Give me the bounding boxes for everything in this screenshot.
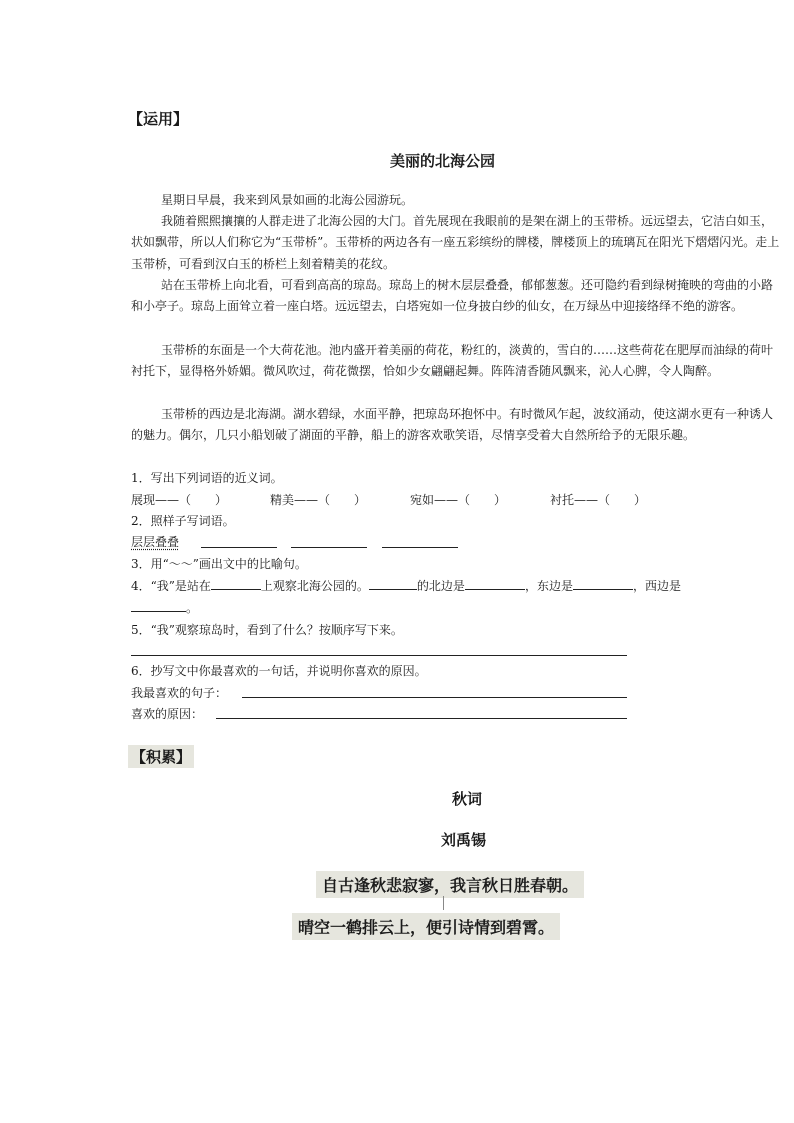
q4-blank-west[interactable] [131, 599, 186, 612]
poem-line-1: 自古逢秋悲寂寥，我言秋日胜春朝。 [316, 871, 584, 898]
question-4-line-2 [131, 598, 198, 618]
q1-item-2[interactable]: 精美——（ ） [270, 493, 367, 507]
article-paragraph-5: 玉带桥的西边是北海湖。湖水碧绿，水面平静，把琼岛环抱怀中。有时微风乍起，波纹涌动，使这湖水更有一种诱人的魅力。偶尔，几只小船划破了湖面的平静，船上的游客欢歌笑语，尽情享受着大自然所给予的无限乐趣。 [131, 407, 774, 443]
q1-item-3[interactable]: 宛如——（ ） [410, 493, 507, 507]
section-heading-accumulate: 【积累】 [128, 745, 194, 768]
q6-sentence-label: 我最喜欢的句子： [131, 686, 228, 700]
q1-item-1[interactable]: 展现——（ ） [131, 493, 228, 507]
q2-example-word: 层层叠叠 [131, 535, 180, 549]
q6-reason-label: 喜欢的原因： [131, 707, 204, 721]
article-paragraph-1: 星期日早晨，我来到风景如画的北海公园游玩。 [161, 193, 414, 207]
q4-blank-location[interactable] [211, 577, 261, 590]
q6-sentence-answer-line[interactable] [242, 697, 627, 698]
q2-answer-blank-2[interactable] [291, 547, 367, 548]
question-3-prompt: 3．用“～～”画出文中的比喻句。 [131, 557, 307, 571]
q4-text-2: 上观察北海公园的。 [260, 579, 369, 593]
q4-text-6: 。 [186, 601, 199, 615]
article-title: 美丽的北海公园 [390, 152, 496, 170]
question-4-line [131, 576, 681, 596]
q4-text-3: 的北边是 [416, 579, 465, 593]
q1-item-4[interactable]: 衬托——（ ） [550, 493, 647, 507]
q6-reason-answer-line[interactable] [216, 718, 627, 719]
q4-blank-subject[interactable] [369, 577, 417, 590]
q4-blank-north[interactable] [465, 577, 525, 590]
poem-divider [443, 896, 444, 910]
poem-line-2: 晴空一鹤排云上，便引诗情到碧霄。 [292, 913, 560, 940]
q4-blank-east[interactable] [573, 577, 633, 590]
q4-text-4: ，东边是 [524, 579, 573, 593]
q4-text-5: ，西边是 [632, 579, 681, 593]
question-1-prompt: 1．写出下列词语的近义词。 [131, 471, 283, 485]
section-heading-apply: 【运用】 [128, 110, 189, 128]
q5-answer-line[interactable] [131, 655, 627, 656]
question-5-prompt: 5．“我”观察琼岛时，看到了什么？按顺序写下来。 [131, 623, 403, 637]
question-6-prompt: 6．抄写文中你最喜欢的一句话，并说明你喜欢的原因。 [131, 664, 427, 678]
q2-answer-blank-3[interactable] [382, 547, 458, 548]
article-paragraph-2: 我随着熙熙攘攘的人群走进了北海公园的大门。首先展现在我眼前的是架在湖上的玉带桥。远远望去，它洁白如玉，状如飘带，所以人们称它为“玉带桥”。玉带桥的两边各有一座五彩缤纷的牌楼，牌楼顶上的琉璃瓦在阳光下熠熠闪光。走上玉带桥，可看到汉白玉的桥栏上刻着精美的花纹。 [131, 214, 780, 271]
poem-author: 刘禹锡 [441, 831, 487, 849]
q4-text-1: 4．“我”是站在 [131, 579, 211, 593]
q2-answer-blank-1[interactable] [201, 547, 277, 548]
poem-title: 秋词 [452, 790, 483, 808]
question-2-prompt: 2．照样子写词语。 [131, 514, 235, 528]
article-paragraph-3: 站在玉带桥上向北看，可看到高高的琼岛。琼岛上的树木层层叠叠，郁郁葱葱。还可隐约看到绿树掩映的弯曲的小路和小亭子。琼岛上面耸立着一座白塔。远远望去，白塔宛如一位身披白纱的仙女，在万绿丛中迎接络绎不绝的游客。 [131, 278, 774, 314]
article-paragraph-4: 玉带桥的东面是一个大荷花池。池内盛开着美丽的荷花，粉红的，淡黄的，雪白的……这些荷花在肥厚而油绿的荷叶衬托下，显得格外娇媚。微风吹过，荷花微摆，恰如少女翩翩起舞。阵阵清香随风飘来，沁人心脾，令人陶醉。 [131, 343, 774, 379]
